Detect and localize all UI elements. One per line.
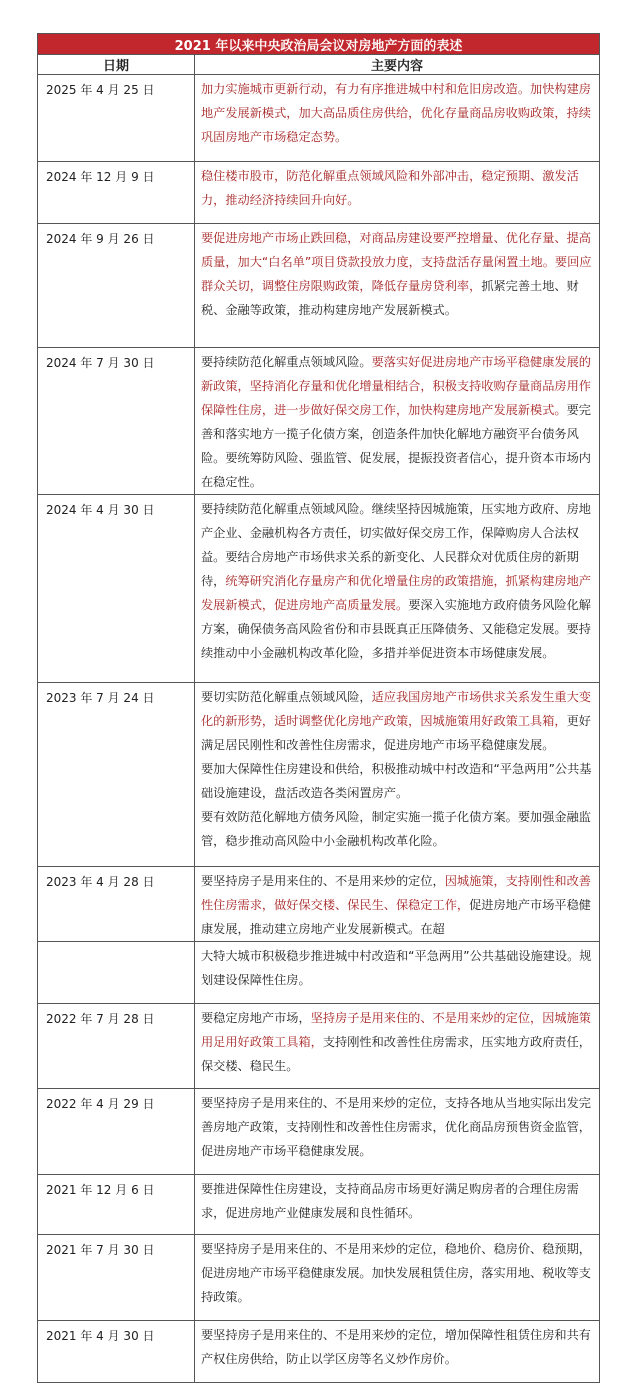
table-row <box>38 867 600 942</box>
table-row <box>38 224 600 348</box>
content-text: 要坚持房子是用来住的、不是用来炒的定位，增加保障性租赁住房和共有产权住房供给，防止以学区房等名义炒作房价。 <box>201 1328 591 1366</box>
column-header-date: 日期 <box>38 55 195 75</box>
row-date-empty <box>38 942 195 1004</box>
table-row <box>38 495 600 683</box>
row-date: 2025 年 4 月 25 日 <box>38 75 195 162</box>
row-content <box>195 75 600 162</box>
row-content <box>195 867 600 942</box>
row-date: 2023 年 4 月 28 日 <box>38 867 195 942</box>
row-date: 2021 年 4 月 30 日 <box>38 1321 195 1383</box>
row-content <box>195 348 600 495</box>
row-date: 2024 年 4 月 30 日 <box>38 495 195 683</box>
content-text: 要深入实施地方政府债务风险化解方案，确保债务高风险省份和市县既真正压降债务、又能稳定发展。要持续推动中小金融机构改革化险，多措并举促进资本市场健康发展。 <box>201 598 591 660</box>
content-text: 要推进保障性住房建设，支持商品房市场更好满足购房者的合理住房需求，促进房地产业健康发展和良性循环。 <box>201 1182 579 1220</box>
row-content <box>195 495 600 683</box>
content-text: 大特大城市积极稳步推进城中村改造和“平急两用”公共基础设施建设。规划建设保障性住房。 <box>201 949 592 987</box>
policy-table-page <box>37 33 599 1383</box>
table-title: 2021 年以来中央政治局会议对房地产方面的表述 <box>38 34 600 55</box>
row-content <box>195 1004 600 1089</box>
row-date: 2022 年 4 月 29 日 <box>38 1089 195 1175</box>
row-date: 2024 年 7 月 30 日 <box>38 348 195 495</box>
row-date: 2024 年 9 月 26 日 <box>38 224 195 348</box>
policy-table <box>37 33 600 1383</box>
content-text: 更好满足居民刚性和改善性住房需求，促进房地产市场平稳健康发展。 <box>201 714 591 752</box>
table-row <box>38 162 600 224</box>
row-content <box>195 1089 600 1175</box>
content-text: 抓紧完善土地、财税、金融等政策，推动构建房地产发展新模式。 <box>201 279 579 317</box>
row-date: 2024 年 12 月 9 日 <box>38 162 195 224</box>
content-text: 要加大保障性住房建设和供给，积极推动城中村改造和“平急两用”公共基础设施建设，盘活改造各类闲置房产。 <box>201 762 592 800</box>
column-header-content: 主要内容 <box>195 55 600 75</box>
content-highlight: 坚持房子是用来住的、不是用来炒的定位，因城施策用足用好政策工具箱， <box>201 1011 591 1049</box>
row-date: 2021 年 12 月 6 日 <box>38 1175 195 1235</box>
content-highlight: 统筹研究消化存量房产和优化增量住房的政策措施，抓紧构建房地产发展新模式，促进房地产高质量发展。 <box>201 574 591 612</box>
content-text: 要稳定房地产市场， <box>201 1011 311 1025</box>
row-content <box>195 683 600 867</box>
table-row <box>38 1004 600 1089</box>
content-text: 要有效防范化解地方债务风险，制定实施一揽子化债方案。要加强金融监管，稳步推动高风险中小金融机构改革化险。 <box>201 810 591 848</box>
content-text: 要切实防范化解重点领域风险， <box>201 690 372 704</box>
table-row <box>38 1089 600 1175</box>
content-text: 要持续防范化解重点领域风险。 <box>201 355 372 369</box>
table-row <box>38 1175 600 1235</box>
content-text: 要坚持房子是用来住的、不是用来炒的定位， <box>201 874 445 888</box>
row-date: 2023 年 7 月 24 日 <box>38 683 195 867</box>
content-highlight: 加力实施城市更新行动，有力有序推进城中村和危旧房改造。加快构建房地产发展新模式，加大高品质住房供给，优化存量商品房收购政策，持续巩固房地产市场稳定态势。 <box>201 82 591 144</box>
row-date: 2021 年 7 月 30 日 <box>38 1235 195 1321</box>
table-row <box>38 75 600 162</box>
row-content <box>195 1175 600 1235</box>
table-row <box>38 1321 600 1383</box>
content-highlight: 要促进房地产市场止跌回稳，对商品房建设要严控增量、优化存量、提高质量，加大“白名单”项目贷款投放力度，支持盘活存量闲置土地。 <box>201 231 591 269</box>
table-row <box>38 1235 600 1321</box>
content-text: 支持刚性和改善性住房需求，压实地方政府责任，保交楼、稳民生。 <box>201 1035 591 1073</box>
row-content <box>195 1321 600 1383</box>
content-highlight: 适应我国房地产市场供求关系发生重大变化的新形势，适时调整优化房地产政策，因城施策用好政策工具箱， <box>201 690 591 728</box>
content-text: 要持续防范化解重点领域风险。继续坚持因城施策，压实地方政府、房地产企业、金融机构各方责任，切实做好保交房工作，保障购房人合法权益。要结合房地产市场供求关系的新变化、人民群众对优质住房的新期待， <box>201 502 591 588</box>
row-content <box>195 1235 600 1321</box>
row-content <box>195 224 600 348</box>
content-text: 要完善和落实地方一揽子化债方案，创造条件加快化解地方融资平台债务风险。要统筹防风险、强监管、促发展，提振投资者信心，提升资本市场内在稳定性。 <box>201 403 591 489</box>
content-text: 要坚持房子是用来住的、不是用来炒的定位，支持各地从当地实际出发完善房地产政策，支持刚性和改善性住房需求，优化商品房预售资金监管，促进房地产市场平稳健康发展。 <box>201 1096 591 1158</box>
content-highlight: 稳住楼市股市，防范化解重点领域风险和外部冲击，稳定预期、激发活力，推动经济持续回升向好。 <box>201 169 579 207</box>
content-highlight: 因城施策，支持刚性和改善性住房需求，做好保交楼、保民生、保稳定工作， <box>201 874 591 912</box>
row-content <box>195 942 600 1004</box>
content-text: 要坚持房子是用来住的、不是用来炒的定位，稳地价、稳房价、稳预期，促进房地产市场平稳健康发展。加快发展租赁住房，落实用地、税收等支持政策。 <box>201 1242 591 1304</box>
table-row <box>38 348 600 495</box>
content-highlight: 要落实好促进房地产市场平稳健康发展的新政策，坚持消化存量和优化增量相结合，积极支持收购存量商品房用作保障性住房，进一步做好保交房工作，加快构建房地产发展新模式。 <box>201 355 591 417</box>
content-text: 促进房地产市场平稳健康发展，推动建立房地产业发展新模式。在超 <box>201 898 591 936</box>
table-row-continued <box>38 942 600 1004</box>
content-highlight: 要回应群众关切，调整住房限购政策，降低存量房贷利率， <box>201 255 592 293</box>
row-date: 2022 年 7 月 28 日 <box>38 1004 195 1089</box>
table-row <box>38 683 600 867</box>
row-content <box>195 162 600 224</box>
